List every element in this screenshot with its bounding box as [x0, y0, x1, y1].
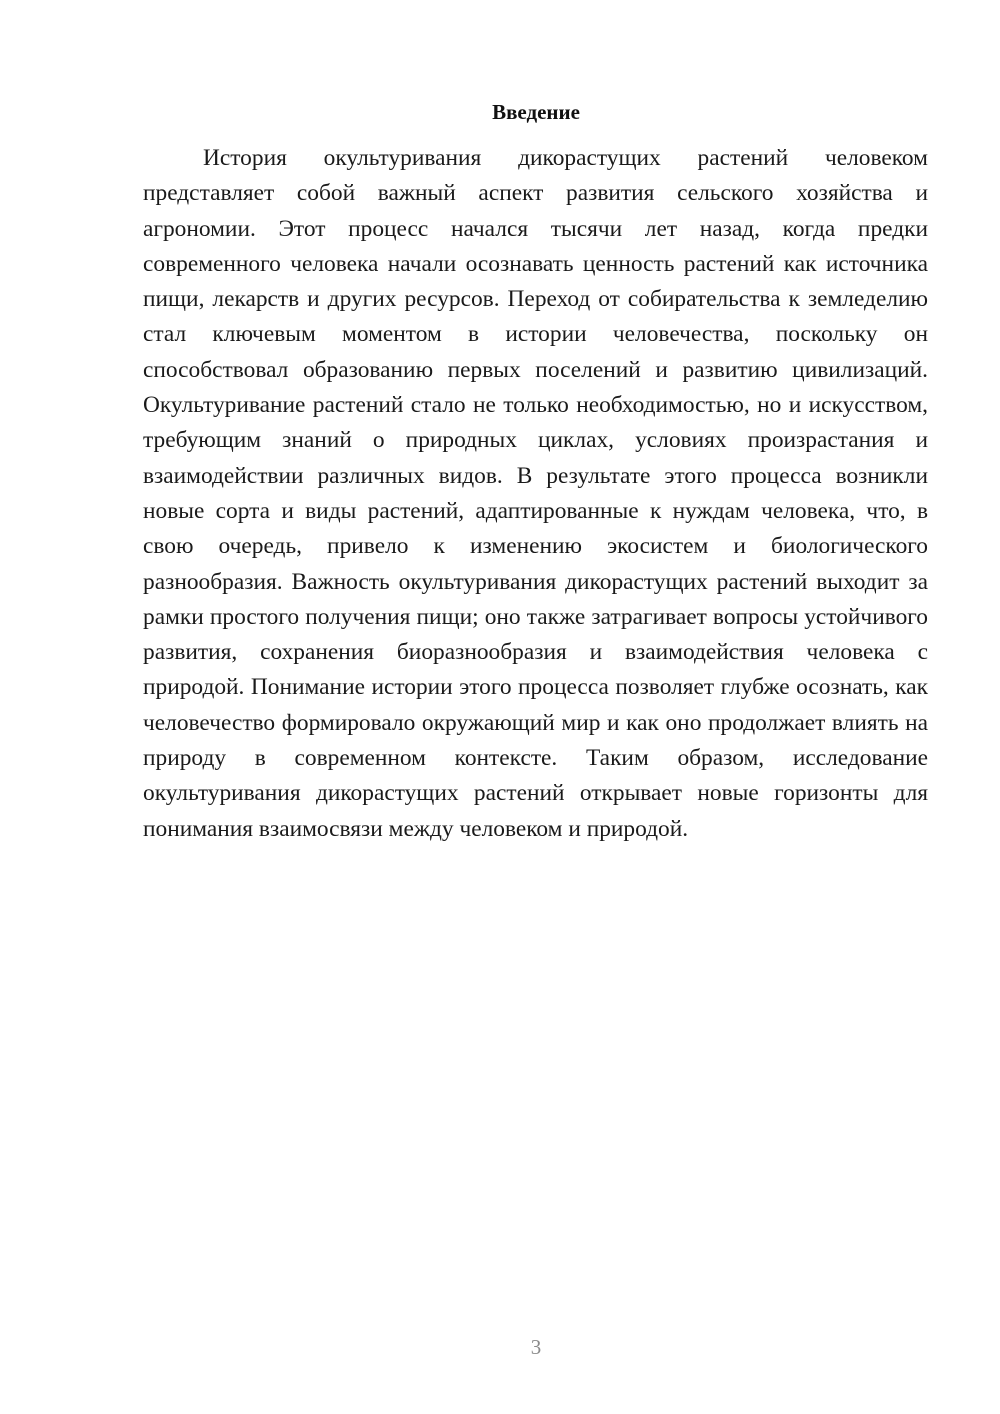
section-heading: Введение [492, 100, 580, 124]
body-paragraph: История окультуривания дикорастущих растений человеком представляет собой важный аспект развития сельского хозяйства и агрономии. Этот процесс начался тысячи лет назад, когда предки современного человека начали осознавать ценность растений как источника пищи, лекарств и других ресурсов. Переход от собирательства к земледелию стал ключевым моментом в истории человечества, поскольку он способствовал образованию первых поселений и развитию цивилизаций. Окультуривание растений стало не только необходимостью, но и искусством, требующим знаний о природных циклах, условиях произрастания и взаимодействии различных видов. В результате этого процесса возникли новые сорта и виды растений, адаптированные к нуждам человека, что, в свою очередь, привело к изменению экосистем и биологического разнообразия. Важность окультуривания дикорастущих растений выходит за рамки простого получения пищи; оно также затрагивает вопросы устойчивого развития, сохранения биоразнообразия и взаимодействия человека с природой. Понимание истории этого процесса позволяет глубже осознать, как человечество формировало окружающий мир и как оно продолжает влиять на природу в современном контексте. Таким образом, исследование окультуривания дикорастущих растений открывает новые горизонты для понимания взаимосвязи между человеком и природой. [143, 145, 928, 842]
page-number: 3 [530, 1335, 542, 1359]
